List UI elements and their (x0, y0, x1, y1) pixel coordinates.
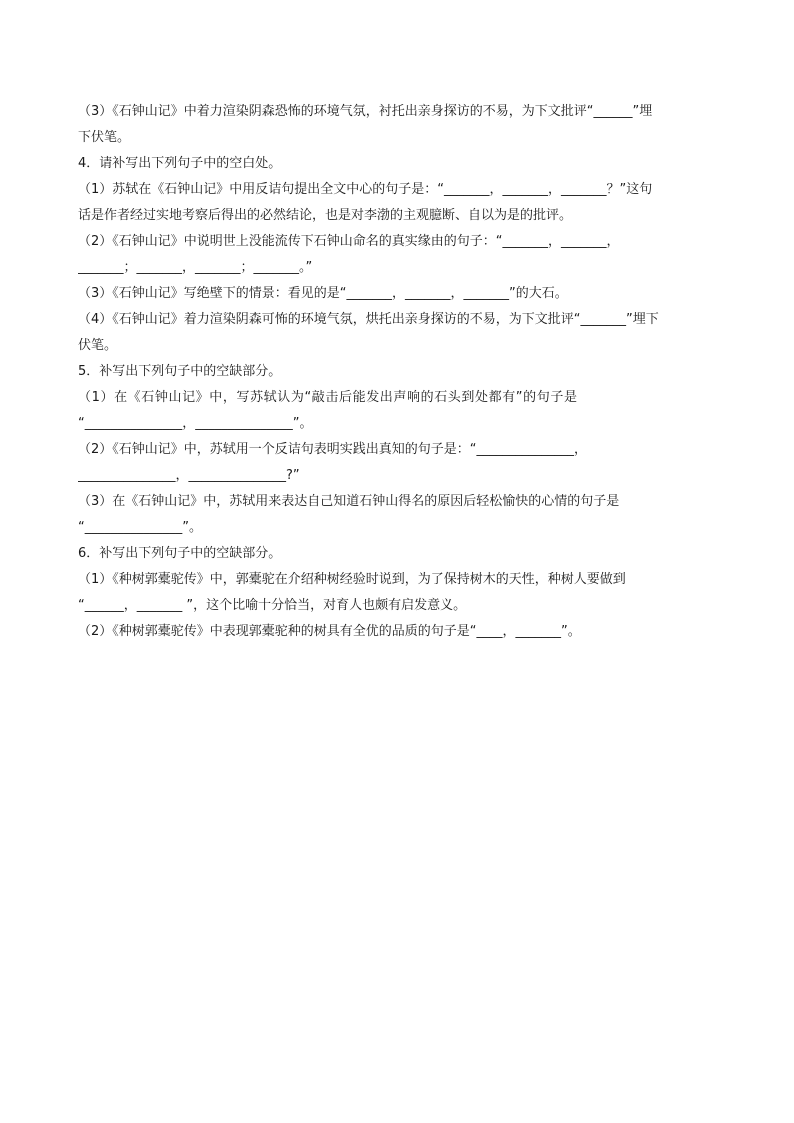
question-4-heading: 4．请补写出下列句子中的空白处。 (78, 156, 282, 171)
q5-2-line-1: （2）《石钟山记》中，苏轼用一个反诘句表明实践出真知的句子是：“_______________， (78, 442, 588, 457)
document-body (78, 99, 728, 645)
question-6-heading: 6．补写出下列句子中的空缺部分。 (78, 546, 282, 561)
q6-1-line-1: （1）《种树郭橐驼传》中，郭橐驼在介绍种树经验时说到，为了保持树木的天性，种树人要做到 (78, 572, 626, 587)
q5-3-line-2: “_______________”。 (78, 520, 202, 535)
q4-3-line-1: （3）《石钟山记》写绝壁下的情景：看见的是“_______，_______，_______”的大石。 (78, 286, 568, 301)
q5-2-line-2: _______________，_______________?” (78, 468, 300, 483)
q4-2-line-1: （2）《石钟山记》中说明世上没能流传下石钟山命名的真实缘由的句子：“_______，_______， (78, 234, 620, 249)
q6-2-line-1: （2）《种树郭橐驼传》中表现郭橐驼种的树具有全优的品质的句子是“____，_______”。 (78, 624, 581, 639)
q4-1-line-1: （1）苏轼在《石钟山记》中用反诘句提出全文中心的句子是：“_______，_______，_______？”这句 (78, 182, 653, 197)
q4-4-line-2: 伏笔。 (78, 338, 118, 353)
q6-1-line-2: “______，_______ ”，这个比喻十分恰当，对育人也颇有启发意义。 (78, 598, 467, 613)
q3-3-line-1: （3）《石钟山记》中着力渲染阴森恐怖的环境气氛，衬托出亲身探访的不易，为下文批评“______”埋 (78, 104, 653, 119)
q5-1-line-1: （1）在《石钟山记》中，写苏轼认为“敲击后能发出声响的石头到处都有”的句子是 (78, 390, 578, 405)
q4-2-line-2: _______；_______，_______；_______。” (78, 260, 313, 275)
q5-3-line-1: （3）在《石钟山记》中，苏轼用来表达自己知道石钟山得名的原因后轻松愉快的心情的句子是 (78, 494, 620, 509)
q3-3-line-2: 下伏笔。 (78, 130, 131, 145)
q4-1-line-2: 话是作者经过实地考察后得出的必然结论，也是对李渤的主观臆断、自以为是的批评。 (78, 208, 573, 223)
question-5-heading: 5．补写出下列句子中的空缺部分。 (78, 364, 282, 379)
q4-4-line-1: （4）《石钟山记》着力渲染阴森可怖的环境气氛，烘托出亲身探访的不易，为下文批评“_______”埋下 (78, 312, 659, 327)
q5-1-line-2: “_______________，_______________”。 (78, 416, 313, 431)
